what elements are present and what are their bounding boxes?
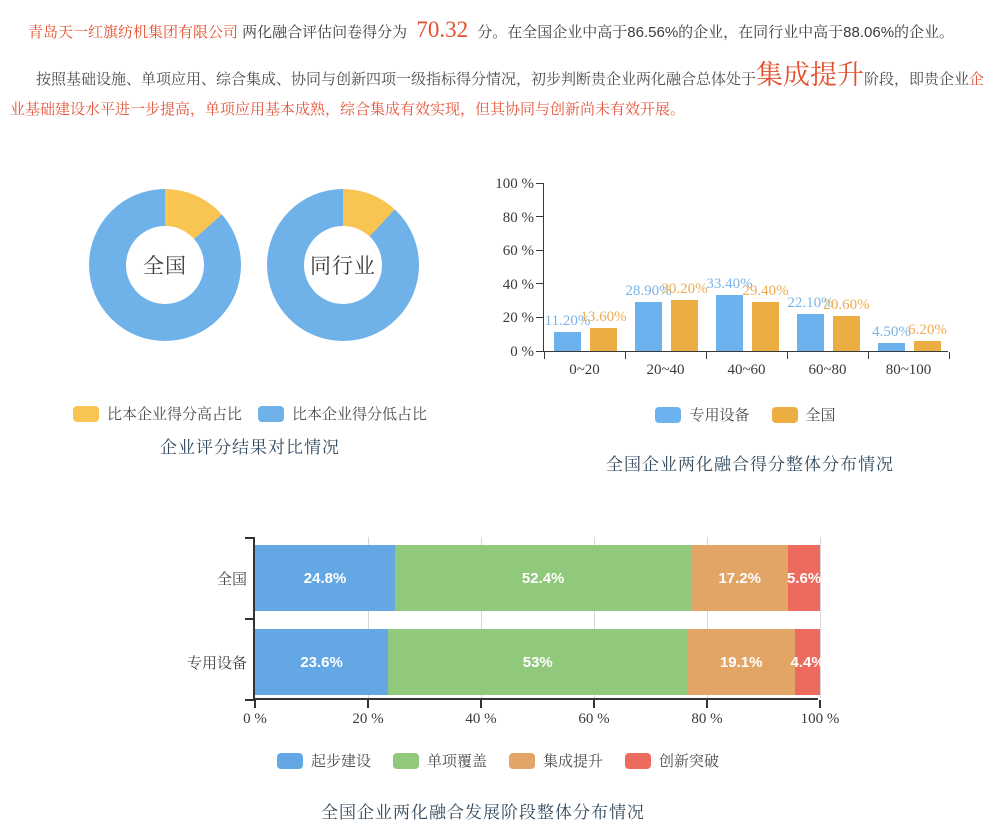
bar-chart-title: 全国企业两化融合得分整体分布情况 xyxy=(606,455,894,474)
segment-集成提升-专用设备 xyxy=(687,629,795,695)
category-label: 专用设备 xyxy=(186,655,247,672)
legend-swatch-blue xyxy=(277,753,303,769)
legend-item-stage-4[interactable] xyxy=(625,750,719,771)
segment-value-label: 23.6% xyxy=(300,653,343,671)
bar-chart-legend xyxy=(543,404,948,425)
legend-label: 比本企业得分高占比 xyxy=(106,406,242,423)
x-axis-tick-label: 100 % xyxy=(800,711,840,727)
bar-value-label: 33.40% xyxy=(706,275,753,292)
analysis-text-3: 企业基础建设水平进一步提高，单项应用基本成熟，综合集成有效实现，但其协同与创新尚未有效开展。 xyxy=(10,71,985,118)
x-axis-tick xyxy=(593,700,595,708)
bar-value-label: 6.20% xyxy=(908,321,947,338)
score-value: 70.32 xyxy=(416,17,469,42)
summary-text: 两化融合评估问卷得分为 xyxy=(238,24,412,41)
x-axis-tick xyxy=(625,352,626,359)
segment-value-label: 24.8% xyxy=(303,569,347,587)
x-axis-category-label: 60~80 xyxy=(808,362,847,378)
analysis-text-2: 阶段，即贵企业 xyxy=(864,71,970,88)
bar-value-label: 13.60% xyxy=(580,309,627,326)
donut-chart-title: 企业评分结果对比情况 xyxy=(160,438,340,457)
y-axis-tick xyxy=(536,283,544,284)
segment-value-label: 52.4% xyxy=(521,569,565,587)
legend-label: 比本企业得分低占比 xyxy=(292,406,428,423)
segment-value-label: 5.6% xyxy=(787,569,822,587)
y-axis-tick-label: 20 % xyxy=(502,310,534,327)
legend-swatch-blue xyxy=(655,407,681,423)
legend-item-score-lower[interactable] xyxy=(258,403,427,424)
segment-起步建设-全国 xyxy=(255,545,395,611)
x-axis-tick xyxy=(868,352,869,359)
y-axis-tick-label: 60 % xyxy=(502,243,534,260)
bar-value-label: 28.90% xyxy=(625,283,672,300)
legend-label: 集成提升 xyxy=(543,753,604,770)
stacked-chart-title: 全国企业两化融合发展阶段整体分布情况 xyxy=(321,803,645,822)
legend-label: 专用设备 xyxy=(689,407,750,424)
legend-item-stage-1[interactable] xyxy=(277,750,371,771)
x-axis-category-label: 40~60 xyxy=(727,362,766,378)
donut-industry xyxy=(267,189,419,341)
x-axis-tick xyxy=(367,700,369,708)
legend-label: 起步建设 xyxy=(310,753,371,770)
bar-value-label: 11.20% xyxy=(544,313,591,330)
x-axis-tick xyxy=(706,352,707,359)
segment-创新突破-专用设备 xyxy=(790,629,825,695)
category-label: 全国 xyxy=(216,571,247,588)
legend-item-stage-2[interactable] xyxy=(393,750,487,771)
bar-全国-20~40 xyxy=(671,300,698,351)
stacked-bar-专用设备 xyxy=(255,629,825,695)
legend-swatch-orange xyxy=(509,753,535,769)
bar-全国-0~20 xyxy=(590,328,617,351)
x-axis-category-label: 0~20 xyxy=(569,362,600,378)
segment-value-label: 4.4% xyxy=(790,653,825,671)
x-axis-category-label: 20~40 xyxy=(646,362,685,378)
segment-起步建设-专用设备 xyxy=(255,629,388,695)
x-axis-category-label: 80~100 xyxy=(885,362,932,378)
legend-swatch-blue xyxy=(258,406,284,422)
segment-集成提升-全国 xyxy=(691,545,788,611)
stacked-bar-全国 xyxy=(255,545,820,611)
bar-value-label: 30.20% xyxy=(661,281,708,298)
x-axis-tick xyxy=(787,352,788,359)
company-name: 青岛天一红旗纺机集团有限公司 xyxy=(28,24,239,41)
segment-value-label: 19.1% xyxy=(719,653,763,671)
bar-value-label: 4.50% xyxy=(872,324,911,341)
bar-value-label: 29.40% xyxy=(742,282,789,299)
analysis-paragraph xyxy=(10,62,990,125)
segment-value-label: 17.2% xyxy=(718,569,762,587)
analysis-text-1: 按照基础设施、单项应用、综合集成、协同与创新四项一级指标得分情况，初步判断贵企业两化融合总体处于 xyxy=(36,71,757,88)
legend-label: 全国 xyxy=(805,407,836,424)
summary-paragraph xyxy=(28,14,985,49)
segment-单项覆盖-专用设备 xyxy=(388,629,687,695)
y-axis-tick xyxy=(536,183,544,184)
stacked-chart-legend xyxy=(198,750,798,771)
x-axis-tick-label: 20 % xyxy=(352,711,384,727)
x-axis-tick xyxy=(949,352,950,359)
bar-专用设备-20~40 xyxy=(635,302,662,351)
donut-industry-label: 同行业 xyxy=(304,226,382,304)
legend-swatch-yellow xyxy=(73,406,99,422)
x-axis-tick-label: 0 % xyxy=(243,711,267,727)
y-axis-tick xyxy=(245,699,255,701)
segment-单项覆盖-全国 xyxy=(395,545,691,611)
segment-创新突破-全国 xyxy=(788,545,820,611)
legend-label: 创新突破 xyxy=(659,753,720,770)
donut-national xyxy=(89,189,241,341)
x-axis-tick xyxy=(480,700,482,708)
y-axis-tick xyxy=(536,216,544,217)
stage-name: 集成提升 xyxy=(756,60,865,90)
legend-swatch-red xyxy=(625,753,651,769)
y-axis-tick-label: 0 % xyxy=(510,344,534,360)
x-axis-tick-label: 80 % xyxy=(691,711,723,727)
bar-专用设备-60~80 xyxy=(797,314,824,351)
legend-label: 单项覆盖 xyxy=(426,753,487,770)
legend-item-stage-3[interactable] xyxy=(509,750,603,771)
y-axis-tick-label: 40 % xyxy=(502,276,534,293)
score-distribution-bar-chart xyxy=(495,176,948,378)
legend-item-industry[interactable] xyxy=(655,404,749,425)
y-axis-tick-label: 80 % xyxy=(502,209,534,226)
legend-swatch-orange xyxy=(772,407,798,423)
bar-value-label: 20.60% xyxy=(823,297,870,314)
stage-distribution-stacked-chart xyxy=(186,537,840,727)
summary-text-after: 分。在全国企业中高于86.56%的企业，在同行业中高于88.06%的企业。 xyxy=(473,24,955,41)
bar-全国-80~100 xyxy=(914,341,941,351)
y-axis-tick-label: 100 % xyxy=(495,176,534,192)
bar-专用设备-0~20 xyxy=(554,332,581,351)
bar-专用设备-40~60 xyxy=(716,295,743,351)
y-axis-tick xyxy=(245,618,255,620)
y-axis-tick xyxy=(536,250,544,251)
segment-value-label: 53% xyxy=(522,653,553,671)
x-axis-tick-label: 40 % xyxy=(465,711,497,727)
legend-item-national[interactable] xyxy=(772,404,836,425)
donut-national-label: 全国 xyxy=(126,226,204,304)
x-axis-tick xyxy=(254,700,256,708)
legend-item-score-higher[interactable] xyxy=(73,403,242,424)
x-axis-tick-label: 60 % xyxy=(578,711,610,727)
legend-swatch-green xyxy=(393,753,419,769)
bar-value-label: 22.10% xyxy=(787,294,834,311)
x-axis-tick xyxy=(544,352,545,359)
x-axis-tick xyxy=(706,700,708,708)
y-axis-tick xyxy=(245,537,255,539)
bar-专用设备-80~100 xyxy=(878,343,905,351)
x-axis-tick xyxy=(819,700,821,708)
donut-legend xyxy=(40,403,460,424)
